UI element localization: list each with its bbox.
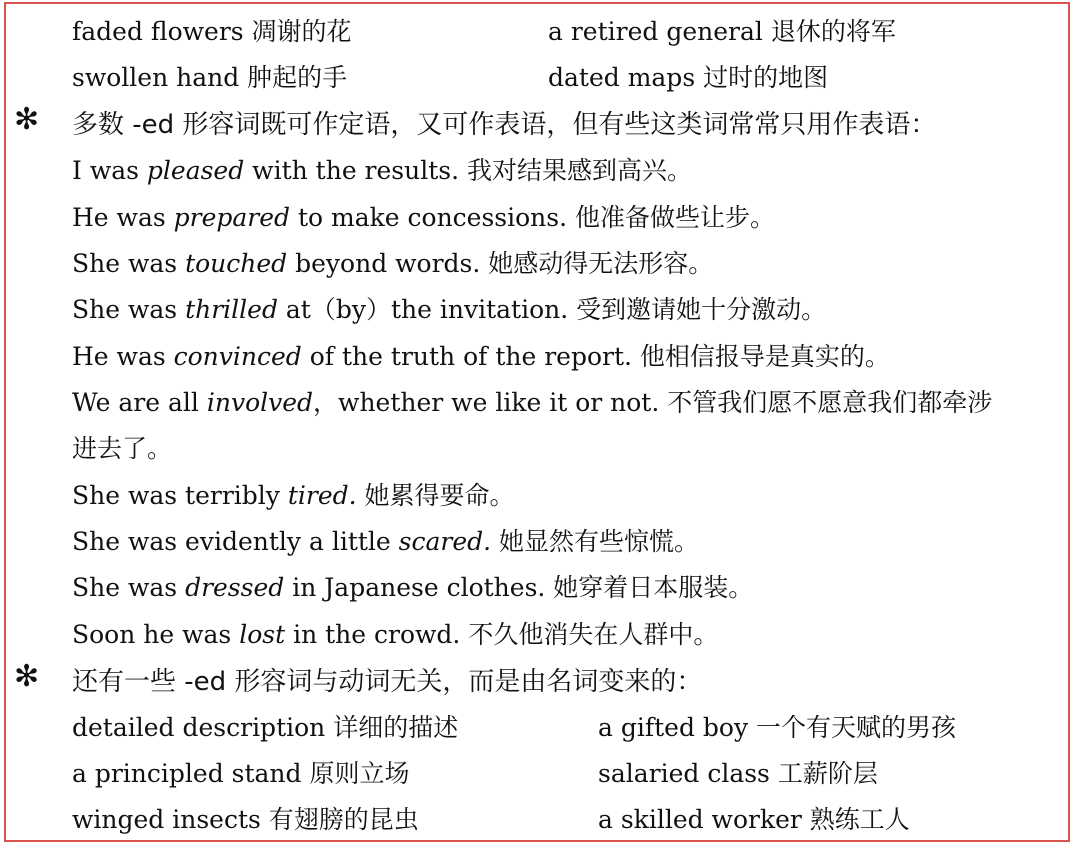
sentence-start: She was bbox=[72, 295, 186, 324]
sentence-rest: in the crowd. 不久他消失在人群中。 bbox=[285, 620, 719, 649]
sentence-rest: at（by）the invitation. 受到邀请她十分激动。 bbox=[277, 295, 827, 324]
key-word: prepared bbox=[173, 203, 291, 232]
sentence-start: She was bbox=[72, 249, 186, 278]
vocab-right: a skilled worker 熟练工人 bbox=[598, 805, 910, 834]
vocab-row bbox=[6, 6, 1068, 50]
example-sentence bbox=[6, 470, 1068, 514]
vocab-right: dated maps 过时的地图 bbox=[548, 63, 829, 92]
sentence-start: 进去了。 bbox=[72, 434, 173, 463]
sentence-rest: with the results. 我对结果感到高兴。 bbox=[244, 156, 693, 185]
note-row bbox=[6, 655, 1068, 699]
example-sentence bbox=[6, 145, 1068, 189]
sentence-start: She was evidently a little bbox=[72, 527, 399, 556]
sentence-start: Soon he was bbox=[72, 620, 240, 649]
example-sentence bbox=[6, 516, 1068, 560]
sentence-start: I was bbox=[72, 156, 147, 185]
vocab-left: faded flowers 凋谢的花 bbox=[72, 17, 352, 46]
example-sentence bbox=[6, 609, 1068, 653]
vocab-row bbox=[6, 794, 1068, 838]
vocab-right: a retired general 退休的将军 bbox=[548, 17, 896, 46]
vocab-row bbox=[6, 702, 1068, 746]
sentence-rest: ，whether we like it or not. 不管我们愿不愿意我们都牵涉 bbox=[313, 388, 993, 417]
vocab-row bbox=[6, 748, 1068, 792]
key-word: involved bbox=[206, 388, 314, 417]
sentence-start: He was bbox=[72, 203, 174, 232]
example-sentence-continued bbox=[6, 423, 1068, 467]
note-text: 还有一些 -ed 形容词与动词无关，而是由名词变来的： bbox=[72, 667, 703, 697]
vocab-left: detailed description 详细的描述 bbox=[72, 713, 459, 742]
key-word: pleased bbox=[146, 156, 245, 185]
sentence-rest: 她显然有些惊慌。 bbox=[491, 527, 700, 556]
sentence-start: She was terribly bbox=[72, 481, 288, 510]
vocab-right: a gifted boy 一个有天赋的男孩 bbox=[598, 713, 957, 742]
key-word: lost bbox=[239, 620, 286, 649]
example-sentence bbox=[6, 331, 1068, 375]
vocab-left: a principled stand 原则立场 bbox=[72, 759, 410, 788]
key-word: scared. bbox=[398, 527, 492, 556]
vocab-right: salaried class 工薪阶层 bbox=[598, 759, 878, 788]
vocab-row bbox=[6, 52, 1068, 96]
example-sentence bbox=[6, 377, 1068, 421]
key-word: convinced bbox=[173, 342, 302, 371]
sentence-start: He was bbox=[72, 342, 174, 371]
page-frame bbox=[4, 2, 1070, 842]
sentence-rest: of the truth of the report. 他相信报导是真实的。 bbox=[301, 342, 890, 371]
sentence-rest: 她累得要命。 bbox=[356, 481, 515, 510]
sentence-rest: to make concessions. 他准备做些让步。 bbox=[290, 203, 776, 232]
vocab-left: winged insects 有翅膀的昆虫 bbox=[72, 805, 419, 834]
example-sentence bbox=[6, 238, 1068, 282]
asterisk-icon: ✻ bbox=[14, 659, 40, 694]
note-row bbox=[6, 98, 1068, 142]
example-sentence bbox=[6, 192, 1068, 236]
sentence-start: We are all bbox=[72, 388, 207, 417]
key-word: thrilled bbox=[185, 295, 278, 324]
example-sentence bbox=[6, 562, 1068, 606]
key-word: dressed bbox=[185, 573, 285, 602]
sentence-start: She was bbox=[72, 573, 186, 602]
sentence-rest: in Japanese clothes. 她穿着日本服装。 bbox=[284, 573, 754, 602]
note-text: 多数 -ed 形容词既可作定语，又可作表语，但有些这类词常常只用作表语： bbox=[72, 110, 937, 140]
asterisk-icon: ✻ bbox=[14, 102, 40, 137]
key-word: touched bbox=[185, 249, 288, 278]
example-sentence bbox=[6, 284, 1068, 328]
key-word: tired. bbox=[287, 481, 357, 510]
vocab-left: swollen hand 肿起的手 bbox=[72, 63, 348, 92]
sentence-rest: beyond words. 她感动得无法形容。 bbox=[287, 249, 714, 278]
